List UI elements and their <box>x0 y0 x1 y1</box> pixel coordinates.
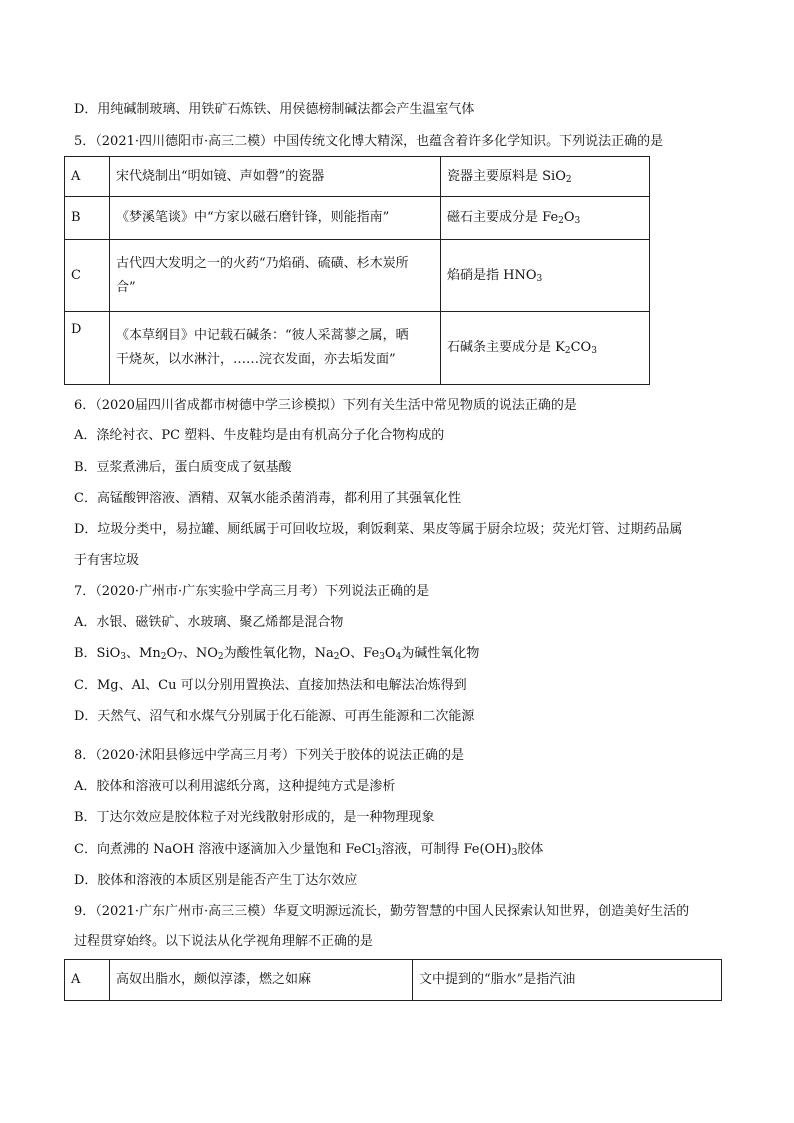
table-row <box>65 240 650 312</box>
q7-option-d: D．天然气、沼气和水煤气分别属于化石能源、可再生能源和二次能源 <box>74 709 475 724</box>
option-letter: A <box>65 960 110 1001</box>
q8-option-c: C．向煮沸的 NaOH 溶液中逐滴加入少量饱和 FeCl$_3$溶液，可制得 $Fe(OH)_3$胶体 <box>74 842 544 858</box>
q7-stem: 7．（2020·广州市·广东实验中学高三月考）下列说法正确的是 <box>74 584 430 599</box>
q8-option-d: D．胶体和溶液的本质区别是能否产生丁达尔效应 <box>74 873 358 888</box>
q6-option-d-line2: 于有害垃圾 <box>74 553 140 568</box>
option-text: 宋代烧制出“明如镜、声如磬”的瓷器 <box>110 157 441 197</box>
table-row <box>65 197 650 240</box>
table-row <box>65 312 650 385</box>
q9-options-table <box>64 959 722 1001</box>
option-letter: D <box>65 312 110 385</box>
q6-option-a: A．涤纶衬衣、PC 塑料、牛皮鞋均是由有机高分子化合物构成的 <box>74 428 445 443</box>
q6-option-c: C．高锰酸钾溶液、酒精、双氧水能杀菌消毒，都利用了其强氧化性 <box>74 491 461 506</box>
option-letter: C <box>65 240 110 312</box>
q4-option-d: D．用纯碱制玻璃、用铁矿石炼铁、用侯德榜制碱法都会产生温室气体 <box>74 102 475 117</box>
option-note: 文中提到的“脂水”是指汽油 <box>413 960 722 1001</box>
option-text: 《梦溪笔谈》中“方家以磁石磨针锋，则能指南” <box>110 197 441 240</box>
option-text: 古代四大发明之一的火药“乃焰硝、硫磺、杉木炭所 合” <box>110 240 441 312</box>
option-letter: A <box>65 157 110 197</box>
q7-option-b: B．SiO$_3$、$Mn_2O_7$、$NO_2$为酸性氧化物，$Na_2O$、$Fe_3O_4$为碱性氧化物 <box>74 646 480 662</box>
q6-stem: 6．（2020届四川省成都市树德中学三诊模拟）下列有关生活中常见物质的说法正确的是 <box>74 398 577 413</box>
q9-stem-line1: 9．（2021·广东广州市·高三三模）华夏文明源远流长，勤劳智慧的中国人民探索认知世界，创造美好生活的 <box>74 904 690 919</box>
q7-option-c: C．Mg、Al、Cu 可以分别用置换法、直接加热法和电解法冶炼得到 <box>74 678 467 693</box>
q6-option-d-line1: D．垃圾分类中，易拉罐、厕纸属于可回收垃圾，剩饭剩菜、果皮等属于厨余垃圾；荧光灯管、过期药品属 <box>74 522 683 537</box>
option-note: 石碱条主要成分是 $K_2CO_3$ <box>441 312 650 385</box>
q5-options-table <box>64 156 650 385</box>
q8-option-a: A．胶体和溶液可以利用滤纸分离，这种提纯方式是渗析 <box>74 779 396 794</box>
q6-option-b: B．豆浆煮沸后，蛋白质变成了氨基酸 <box>74 460 292 475</box>
option-letter: B <box>65 197 110 240</box>
option-note: 瓷器主要原料是 SiO$_2$ <box>441 157 650 197</box>
option-note: 焰硝是指 $HNO_3$ <box>441 240 650 312</box>
q8-stem: 8．（2020·沭阳县修远中学高三月考）下列关于胶体的说法正确的是 <box>74 748 464 763</box>
q5-stem: 5．（2021·四川德阳市·高三二模）中国传统文化博大精深，也蕴含着许多化学知识。下列说法正确的是 <box>74 134 664 149</box>
q7-option-a: A．水银、磁铁矿、水玻璃、聚乙烯都是混合物 <box>74 615 344 630</box>
q9-stem-line2: 过程贯穿始终。以下说法从化学视角理解不正确的是 <box>74 934 374 949</box>
table-row <box>65 157 650 197</box>
option-text: 《本草纲目》中记载石碱条：“彼人采蒿蓼之属，晒 干烧灰，以水淋汁，……浣衣发面，亦去垢发面” <box>110 312 441 385</box>
option-note: 磁石主要成分是 $Fe_2O_3$ <box>441 197 650 240</box>
option-text: 高奴出脂水，颇似淳漆，燃之如麻 <box>110 960 413 1001</box>
table-row <box>65 960 722 1001</box>
q8-option-b: B．丁达尔效应是胶体粒子对光线散射形成的，是一种物理现象 <box>74 810 435 825</box>
